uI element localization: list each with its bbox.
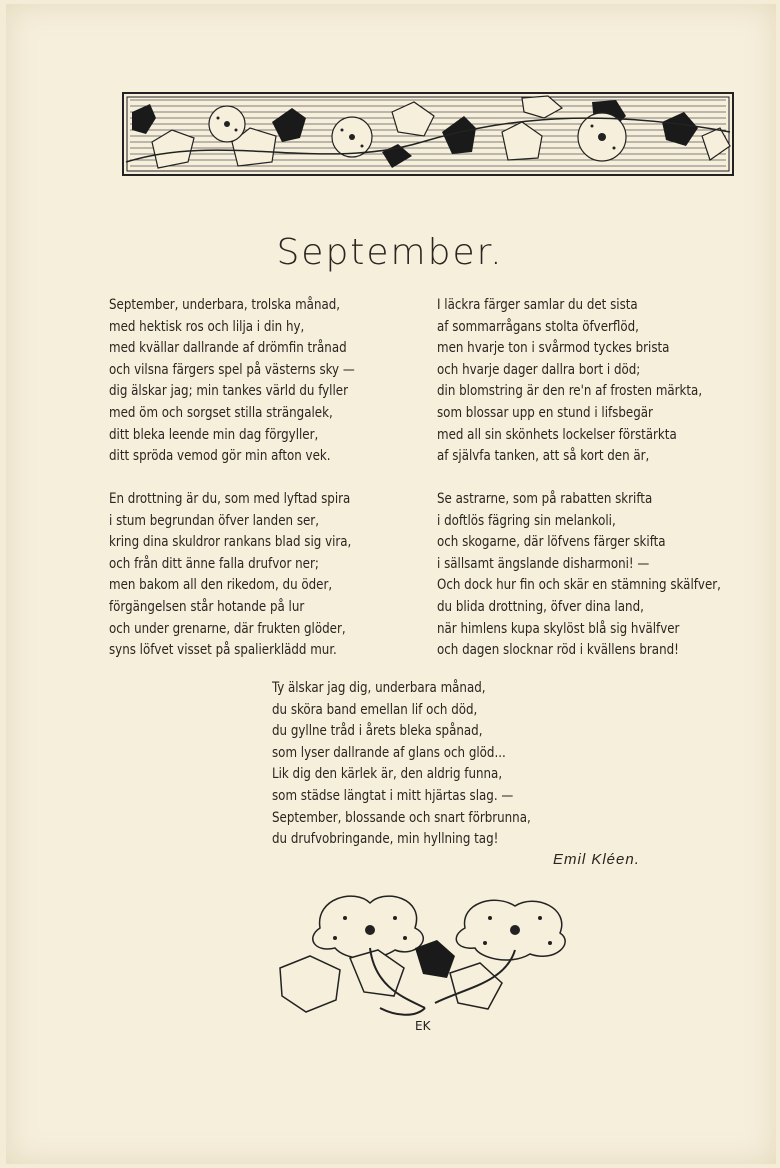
verse-line: i sällsamt ängslande disharmoni! — <box>437 555 650 572</box>
verse-line: och vilsna färgers spel på västerns sky — <box>109 361 355 378</box>
verse-line: din blomstring är den re'n af frosten märkta, <box>437 383 703 400</box>
verse-line: af självfa tanken, att så kort den är, <box>437 448 650 465</box>
verse-line: ditt bleka leende min dag förgyller, <box>109 426 319 443</box>
verse-line: men hvarje ton i svårmod tyckes brista <box>437 340 670 357</box>
verse-line: du blida drottning, öfver dina land, <box>437 598 644 615</box>
verse-line: förgängelsen står hotande på lur <box>109 598 305 615</box>
verse-line: och från ditt änne falla drufvor ner; <box>109 555 319 572</box>
verse-line: Se astrarne, som på rabatten skrifta <box>437 491 653 507</box>
verse-line: när himlens kupa skylöst blå sig hvälfver <box>437 620 680 637</box>
verse-line: dig älskar jag; min tankes värld du fyller <box>109 383 348 400</box>
author-signature: Emil Kléen. <box>553 851 640 868</box>
verse-line: En drottning är du, som med lyftad spira <box>109 491 351 507</box>
svg-text:EK: EK <box>415 1019 431 1033</box>
header-ornament-vine-banner <box>122 92 734 176</box>
stanza-5 <box>272 678 550 851</box>
verse-line: I läckra färger samlar du det sista <box>437 297 638 313</box>
verse-line: ditt spröda vemod gör min afton vek. <box>109 448 331 465</box>
verse-line: som lyser dallrande af glans och glöd... <box>272 744 506 761</box>
verse-line: som städse längtat i mitt hjärtas slag. — <box>272 787 514 804</box>
verse-line: Och dock hur fin och skär en stämning skälfver, <box>437 577 721 594</box>
verse-line: och under grenarne, där frukten glöder, <box>109 620 346 637</box>
verse-line: syns löfvet visset på spalierklädd mur. <box>109 642 337 659</box>
poem-title: September. <box>276 232 504 273</box>
verse-line: Lik dig den kärlek är, den aldrig funna, <box>272 766 503 783</box>
verse-line: med kvällar dallrande af drömfin trånad <box>109 340 347 357</box>
footer-floral-ornament <box>275 888 580 1038</box>
verse-line: af sommarrågans stolta öfverflöd, <box>437 318 639 335</box>
stanza-1 <box>109 295 373 468</box>
verse-line: i doftlös fägring sin melankoli, <box>437 512 616 529</box>
verse-line: kring dina skuldror rankans blad sig vira, <box>109 534 352 551</box>
verse-line: du gyllne tråd i årets bleka spånad, <box>272 723 483 740</box>
stanza-4 <box>437 489 742 662</box>
verse-line: och dagen slocknar röd i kvällens brand! <box>437 642 679 659</box>
stanza-3 <box>109 489 370 662</box>
verse-line: i stum begrundan öfver landen ser, <box>109 512 319 529</box>
verse-line: och hvarje dager dallra bort i död; <box>437 361 641 378</box>
verse-line: du drufvobringande, min hyllning tag! <box>272 831 499 848</box>
stanza-2 <box>437 295 722 468</box>
verse-line: och skogarne, där löfvens färger skifta <box>437 534 666 551</box>
verse-line: som blossar upp en stund i lifsbegär <box>437 404 653 421</box>
verse-line: med öm och sorgset stilla strängalek, <box>109 404 333 421</box>
verse-line: September, blossande och snart förbrunna, <box>272 809 531 826</box>
verse-line: Ty älskar jag dig, underbara månad, <box>272 680 486 696</box>
verse-line: med all sin skönhets lockelser förstärkta <box>437 426 677 443</box>
verse-line: du sköra band emellan lif och död, <box>272 701 478 718</box>
verse-line: September, underbara, trolska månad, <box>109 297 341 313</box>
verse-line: men bakom all den rikedom, du öder, <box>109 577 333 594</box>
verse-line: med hektisk ros och lilja i din hy, <box>109 318 305 335</box>
